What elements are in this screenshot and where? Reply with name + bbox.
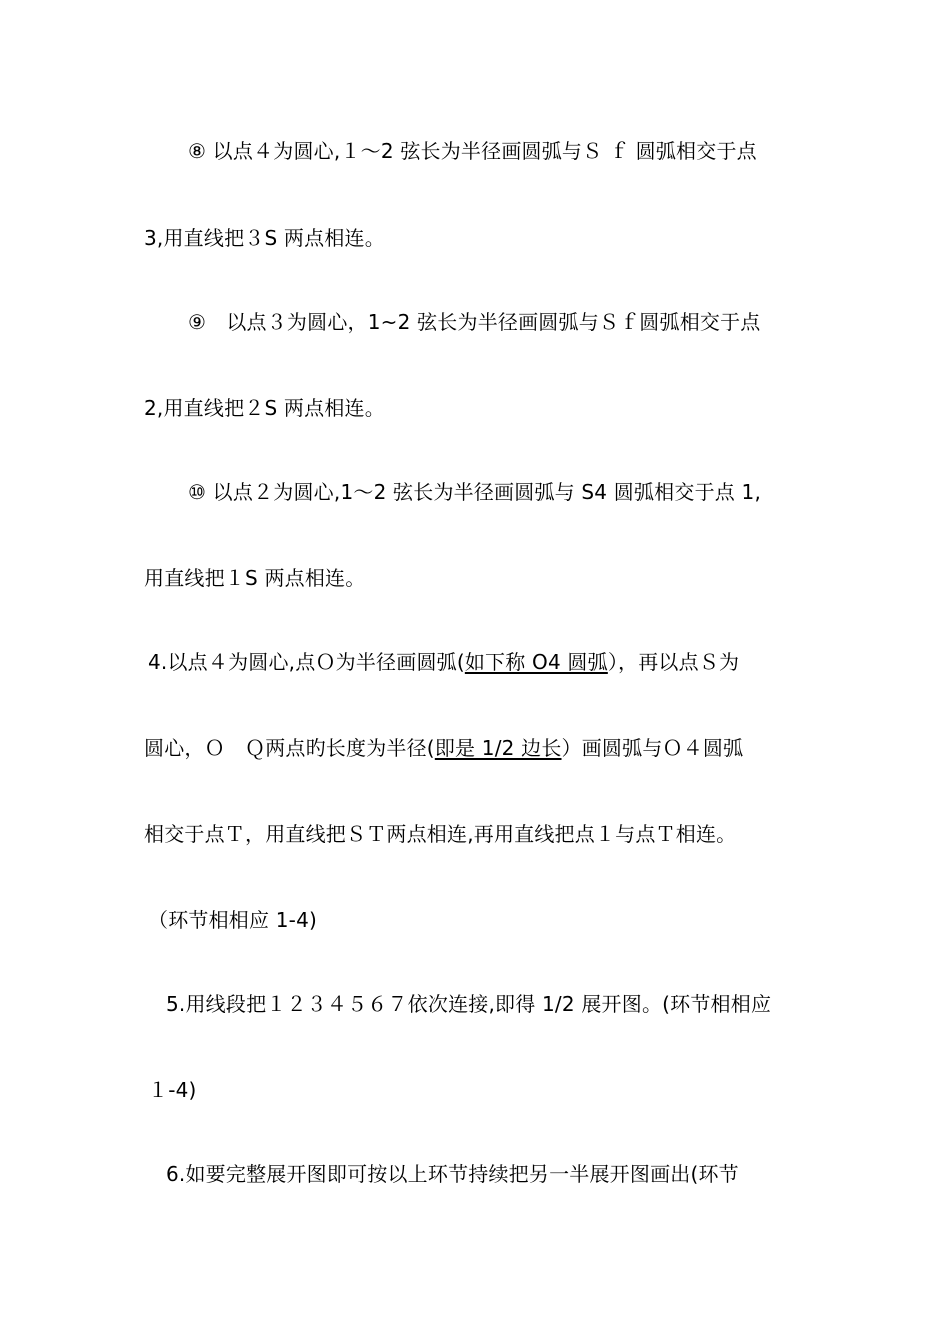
step-4-line-2 xyxy=(144,734,743,762)
step-4-line-1-end: ），再以点Ｓ为 xyxy=(607,650,740,674)
paragraph-9-line-2: 2,用直线把２S 两点相连。 xyxy=(144,396,385,420)
step-4-line-2-end: ）画圆弧与Ｏ４圆弧 xyxy=(561,736,744,760)
step-6-line-1: 6.如要完整展开图即可按以上环节持续把另一半展开图画出(环节 xyxy=(166,1162,739,1186)
step-4-line-2-start: 圆心，Ｏ Ｑ两点旳长度为半径( xyxy=(144,736,435,760)
paragraph-9-line-1: ⑨ 以点３为圆心，1~2 弦长为半径画圆弧与Ｓｆ圆弧相交于点 xyxy=(188,310,761,334)
step-4-underlined-note-1: 如下称 O4 圆弧 xyxy=(464,650,608,674)
step-4-line-3: 相交于点Ｔ，用直线把ＳＴ两点相连,再用直线把点１与点Ｔ相连。 xyxy=(144,822,737,846)
step-4-line-1 xyxy=(148,648,739,676)
step-4-underlined-note-2: 即是 1/2 边长 xyxy=(434,736,562,760)
paragraph-8-line-1: ⑧ 以点４为圆心,１～2 弦长为半径画圆弧与Ｓ ｆ 圆弧相交于点 xyxy=(188,139,757,163)
paragraph-10-line-2: 用直线把１S 两点相连。 xyxy=(144,566,366,590)
step-5-line-2: １-4) xyxy=(148,1078,197,1102)
step-5-line-1: 5.用线段把１２３４５６７依次连接,即得 1/2 展开图。(环节相相应 xyxy=(166,992,772,1016)
paragraph-8-line-2: 3,用直线把３S 两点相连。 xyxy=(144,226,385,250)
paragraph-10-line-1: ⑩ 以点２为圆心,1～2 弦长为半径画圆弧与 S4 圆弧相交于点 1, xyxy=(188,480,762,504)
step-4-line-1-start: 4.以点４为圆心,点Ｏ为半径画圆弧( xyxy=(148,650,465,674)
step-4-line-4: （环节相相应 1-4) xyxy=(148,908,318,932)
